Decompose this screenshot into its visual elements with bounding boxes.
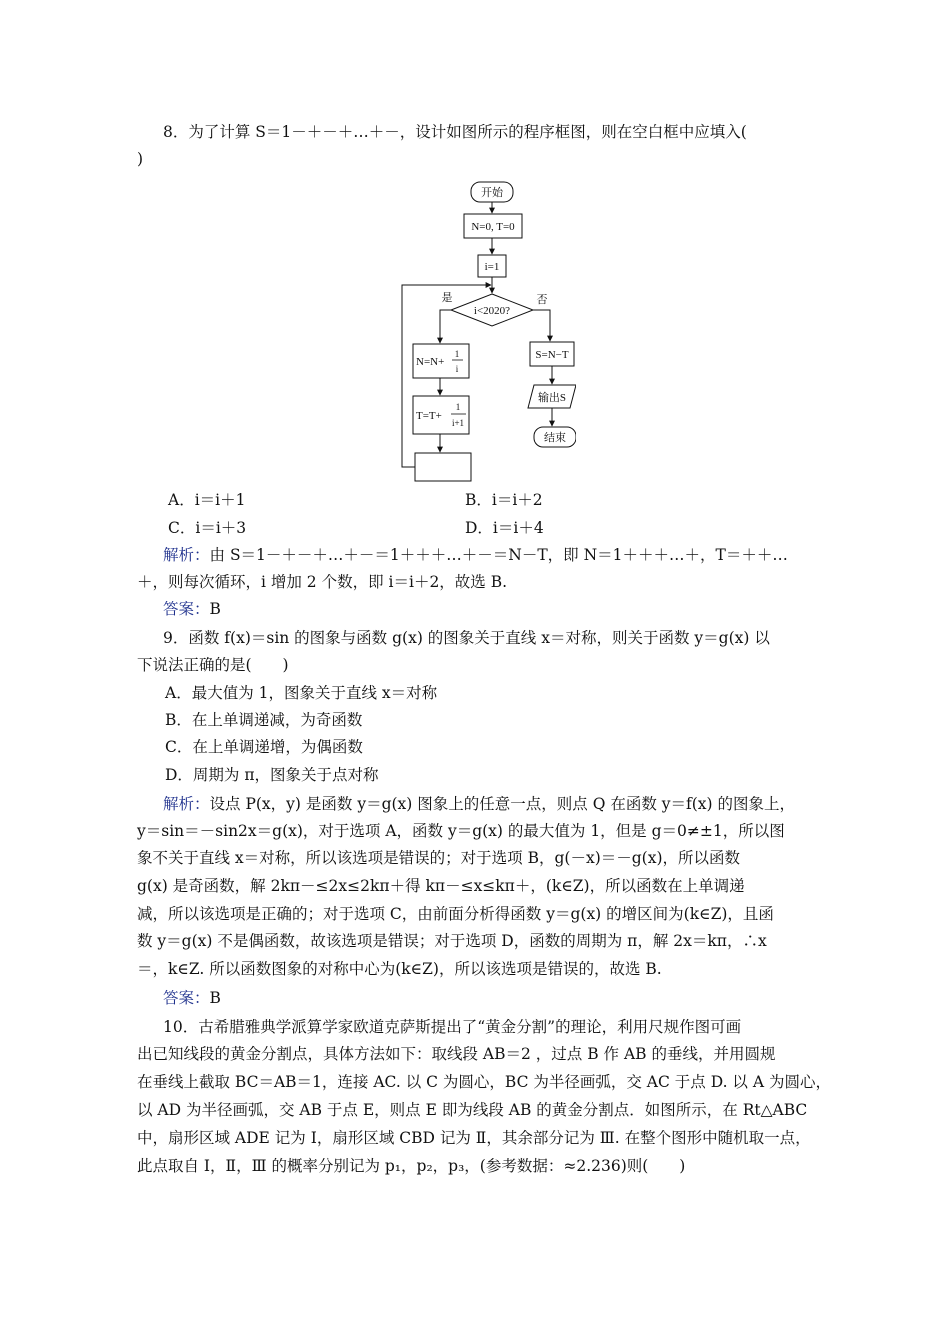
q10-line-5: 中，扇形区域 ADE 记为 Ⅰ，扇形区域 CBD 记为 Ⅱ，其余部分记为 Ⅲ. 在整个图形中随机取一点， bbox=[137, 1129, 811, 1147]
q9-answer bbox=[163, 987, 221, 1009]
q9-answer-label: 答案： bbox=[163, 989, 210, 1007]
q8-analysis-label: 解析： bbox=[163, 546, 210, 564]
q8-analysis-line-2: ＋，则每次循环，i 增加 2 个数，即 i＝i＋2，故选 B. bbox=[137, 573, 508, 591]
blank-box bbox=[415, 453, 471, 481]
step-t-lhs: T=T+ bbox=[416, 410, 442, 422]
q8-option-c: C．i＝i＋3 bbox=[168, 519, 247, 537]
q9-stem-line-2: 下说法正确的是( ) bbox=[137, 656, 289, 674]
q8-answer bbox=[163, 598, 221, 620]
q10-line-4: 以 AD 为半径画弧，交 AB 于点 E，则点 E 即为线段 AB 的黄金分割点．如图所示，在 Rt△ABC bbox=[137, 1101, 808, 1119]
q8-analysis-line-1 bbox=[163, 544, 788, 566]
q9-analysis-line-7: ＝，k∈Z. 所以函数图象的对称中心为(k∈Z)，所以该选项是错误的，故选 B. bbox=[137, 960, 662, 978]
q9-analysis-line-5: 减，所以该选项是正确的；对于选项 C，由前面分析得函数 y＝g(x) 的增区间为(k∈Z)，且函 bbox=[137, 905, 774, 923]
q9-analysis-line-3: 象不关于直线 x＝对称，所以该选项是错误的；对于选项 B，g(－x)＝－g(x)，所以函数 bbox=[137, 849, 741, 867]
start-label: 开始 bbox=[481, 187, 503, 199]
q9-analysis-text-1: 设点 P(x，y) 是函数 y＝g(x) 图象上的任意一点，则点 Q 在函数 y＝f(x) 的图象上， bbox=[209, 795, 796, 813]
q8-analysis-text-1: 由 S＝1－＋－＋…＋－＝1＋＋＋…＋－＝N－T，即 N＝1＋＋＋…＋，T＝＋＋… bbox=[209, 546, 788, 564]
q10-line-3: 在垂线上截取 BC＝AB＝1，连接 AC. 以 C 为圆心，BC 为半径画弧，交 AC 于点 D. 以 A 为圆心， bbox=[137, 1073, 831, 1091]
q9-option-a: A．最大值为 1，图象关于直线 x＝对称 bbox=[165, 684, 438, 702]
q8-option-b: B．i＝i＋2 bbox=[465, 491, 543, 509]
compute-s-label: S=N−T bbox=[535, 349, 569, 361]
q9-analysis-line-4: g(x) 是奇函数，解 2kπ－≤2x≤2kπ＋得 kπ－≤x≤kπ＋，(k∈Z)，所以函数在上单调递 bbox=[137, 877, 745, 895]
q9-analysis-line-6: 数 y＝g(x) 不是偶函数，故该选项是错误；对于选项 D，函数的周期为 π，解 2x＝kπ，∴x bbox=[137, 932, 767, 950]
q8-answer-value: B bbox=[209, 600, 221, 618]
yes-label: 是 bbox=[441, 292, 453, 304]
q9-analysis-line-2: y＝sin＝－sin2x＝g(x)，对于选项 A，函数 y＝g(x) 的最大值为 1，但是 g＝0≠±1，所以图 bbox=[137, 822, 785, 840]
q9-option-c: C．在上单调递增，为偶函数 bbox=[165, 738, 363, 756]
step-t-denominator: i+1 bbox=[451, 418, 465, 428]
init-i-label: i=1 bbox=[484, 261, 500, 273]
q8-option-d: D．i＝i＋4 bbox=[465, 519, 544, 537]
q8-stem-end: ) bbox=[137, 150, 144, 168]
q8-answer-label: 答案： bbox=[163, 600, 210, 618]
q8-stem: 8．为了计算 S＝1－＋－＋…＋－，设计如图所示的程序框图，则在空白框中应填入( bbox=[163, 123, 747, 141]
step-n-denominator: i bbox=[455, 364, 459, 374]
step-n-numerator: 1 bbox=[454, 349, 460, 359]
q9-answer-value: B bbox=[209, 989, 221, 1007]
init-n-t-label: N=0, T=0 bbox=[471, 221, 515, 233]
q9-analysis-line-1 bbox=[163, 793, 795, 815]
q8-option-a: A．i＝i＋1 bbox=[168, 491, 246, 509]
step-t-numerator: 1 bbox=[455, 402, 461, 412]
end-label: 结束 bbox=[544, 432, 566, 444]
program-flowchart bbox=[396, 176, 576, 486]
q9-stem-line-1: 9．函数 f(x)＝sin 的图象与函数 g(x) 的图象关于直线 x＝对称，则关于函数 y＝g(x) 以 bbox=[163, 629, 770, 647]
step-n-lhs: N=N+ bbox=[416, 356, 445, 368]
q10-line-1: 10．古希腊雅典学派算学家欧道克萨斯提出了“黄金分割”的理论，利用尺规作图可画 bbox=[163, 1018, 742, 1036]
q9-option-b: B．在上单调递减，为奇函数 bbox=[165, 711, 363, 729]
q9-analysis-label: 解析： bbox=[163, 795, 210, 813]
q10-line-6: 此点取自 Ⅰ，Ⅱ，Ⅲ 的概率分别记为 p₁，p₂，p₃，(参考数据：≈2.236)则( ) bbox=[137, 1157, 686, 1175]
output-label: 输出S bbox=[537, 392, 567, 404]
no-label: 否 bbox=[536, 294, 548, 306]
q9-option-d: D．周期为 π，图象关于点对称 bbox=[165, 766, 379, 784]
condition-label: i<2020? bbox=[473, 305, 511, 317]
q10-line-2: 出已知线段的黄金分割点，具体方法如下：取线段 AB＝2 ，过点 B 作 AB 的垂线，并用圆规 bbox=[137, 1045, 776, 1063]
